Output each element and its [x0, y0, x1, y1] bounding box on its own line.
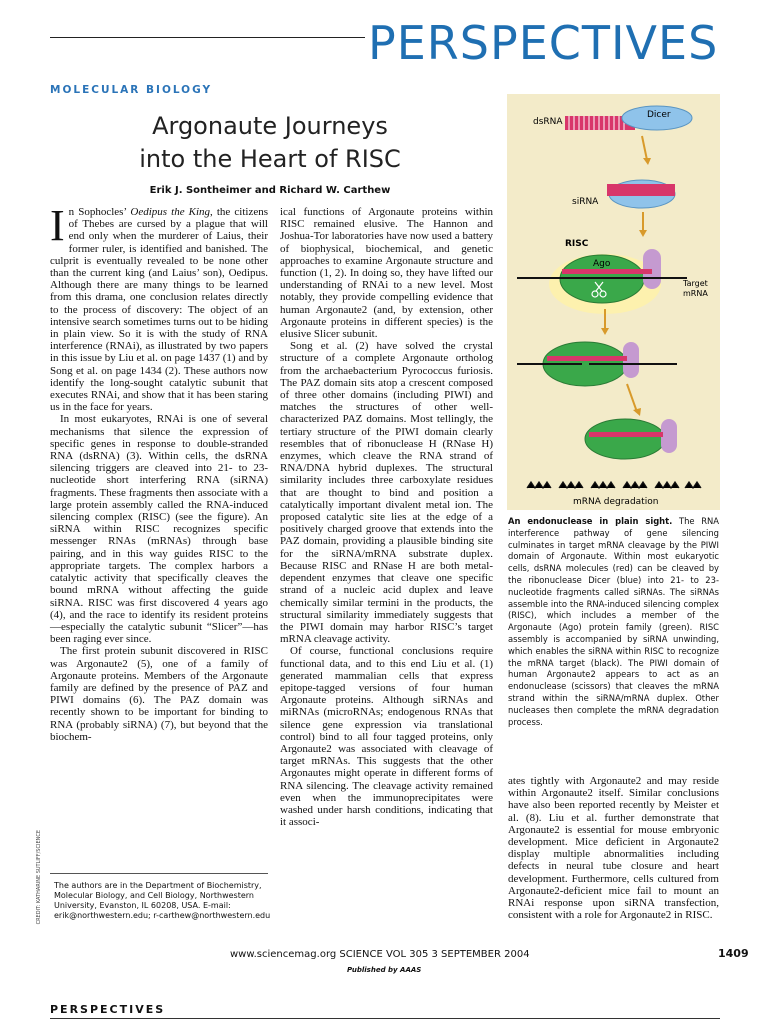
- text-run: n Sophocles’: [68, 206, 131, 218]
- footnote-rule: [50, 873, 268, 874]
- sirna-guide: [562, 269, 652, 274]
- paragraph: Song et al. (2) have solved the crystal structure of a complete Argonaute ortholog from the archaebacterium Pyrococcus furiosis. The PAZ domain sits atop a crescent composed of three other domains (including PIWI) and matches the structures of other well-characterized PAZ domains. Most tellingly, the tertiary structure of the PIWI domain clearly resembles that of ribonuclease H (RNase H) enzymes, which cleave the RNA strand of RNA/DNA hybrid duplexes. The structural similarity includes three carboxylate residues that are thought to bind and position a catalytically important divalent metal ion. The proposed catalytic site lies at the edge of a positively charged groove that extends into the PAZ domain, providing a plausible binding site for the siRNA/mRNA substrate duplex. Because RISC and RNase H are both metal-dependent enzymes that cleave one specific strand of a nucleic acid duplex and leave chemically similar termini in the products, the structural similarity immediately suggests that the PIWI domain may harbor RISC’s target mRNA cleavage activity.: [280, 340, 493, 646]
- sirna-guide: [547, 356, 627, 361]
- arrow-head: [633, 408, 641, 416]
- bottom-rule: [50, 1018, 720, 1019]
- title-line-1: Argonaute Journeys: [152, 112, 388, 140]
- author-affiliation-footnote: The authors are in the Department of Biochemistry, Molecular Biology, and Cell Biology, Northwestern University, Evanston, IL 60208, USA. E-mail: erik@northwestern.edu; r-carthew@northwestern.edu: [54, 881, 271, 920]
- play-title: Oedipus the King: [130, 206, 211, 218]
- next-page-section-label: PERSPECTIVES: [50, 1003, 166, 1016]
- arrow-head: [639, 230, 647, 237]
- figure-caption: [508, 516, 719, 728]
- target-label: Target: [683, 279, 708, 288]
- text-run: , the citizens of Thebes are cursed by a plague that will end only when the murderer of Laius, their former ruler, is identified and banished. The culprit is eventually revealed to be none other than the current king (and Laius’ son), Oedipus. Although there are many things to be learned from this drama, one conclusion relates directly to the process of discovery: The object of an intensive search sometimes turns out to be hiding in plain view. So it is with the study of RNA interference (RNAi), as illustrated by two papers in this issue by Liu et al. on page 1437 (1) and by Song et al. on page 1434 (2). These authors now identify the long-sought catalytic subunit that executes RNAi, and show that it has been staring us in the face for years.: [50, 206, 268, 414]
- rnai-pathway-diagram: [507, 94, 720, 510]
- text-column-1: [50, 201, 268, 743]
- section-label: MOLECULAR BIOLOGY: [50, 84, 213, 96]
- caption-title: An endonuclease in plain sight.: [508, 516, 673, 526]
- drop-cap: I: [50, 201, 65, 250]
- masthead-title: PERSPECTIVES: [368, 16, 719, 70]
- mrna-label: mRNA: [683, 289, 708, 298]
- sirna-guide: [589, 432, 663, 437]
- sirna-duplex: [607, 184, 675, 196]
- page-number: 1409: [718, 947, 749, 960]
- text-column-3: [508, 775, 719, 921]
- risc-label: RISC: [565, 239, 589, 249]
- ago-label: Ago: [593, 259, 611, 269]
- paragraph: Of course, functional conclusions require functional data, and to this end Liu et al. (1) generated mammalian cells that express epitope-tagged versions of four human Argonaute proteins. Although siRNAs and miRNAs (microRNAs; endogenous RNAs that silence gene expression via translational control) bind to all four tagged proteins, only Argonaute2 was associated with cleavage of target mRNAs. This suggests that the other Argonautes might operate in different forms of RNA silencing. The cleavage activity remained even when the immunoprecipitates were washed under harsh conditions, indicating that it associ-: [280, 645, 493, 829]
- paragraph: ates tightly with Argonaute2 and may reside within Argonaute2 itself. Similar conclusions have also been reported recently by Meister et al. (8). Liu et al. further demonstrate that Argonaute2 is essential for mouse embryonic development. Mice deficient in Argonaute2 display multiple abnormalities including defects in neural tube closure and heart development. Furthermore, cells cultured from Argonaute2-deficient mice fail to mount an RNAi response upon siRNA transfection, consistent with a role for Argonaute2 in RISC.: [508, 775, 719, 922]
- argonaute-protein: [585, 419, 665, 459]
- figure-panel: [507, 94, 720, 510]
- arrow-1: [642, 136, 647, 160]
- paragraph: [50, 201, 268, 414]
- article-title: [50, 110, 490, 176]
- arrow-head: [601, 328, 609, 335]
- article-authors: Erik J. Sontheimer and Richard W. Carthew: [149, 185, 391, 196]
- title-line-2: into the Heart of RISC: [139, 145, 401, 173]
- dsrna-label: dsRNA: [533, 117, 563, 127]
- image-credit: CREDIT: KATHARINE SUTLIFF/SCIENCE: [36, 830, 42, 925]
- top-rule: [50, 37, 365, 38]
- paragraph: In most eukaryotes, RNAi is one of several mechanisms that silence the expression of specific genes in response to double-stranded RNA (dsRNA) (3). Within cells, the dsRNA silencing triggers are cleaved into 21- to 23-nucleotide short interfering RNA (siRNA) fragments. These fragments then associate with a large protein assembly called the RNA-induced silencing complex (RISC) (see the figure). An siRNA within RISC recognizes specific messenger RNAs (mRNAs) through base pairing, and in this way guides RISC to the appropriate targets. The complex harbors a catalytic activity that specifically cleaves the bound mRNA without affecting the guide siRNA. RISC was first discovered 4 years ago (4), and the race to identify its resident proteins—especially the catalytic subunit “Slicer”—has been raging ever since.: [50, 413, 268, 646]
- sirna-label: siRNA: [572, 197, 599, 207]
- accessory-protein: [661, 419, 677, 453]
- caption-text: The RNA interference pathway of gene silencing culminates in target mRNA cleavage by the PIWI domain of Argonaute. Within most eukaryotic cells, dsRNA molecules (red) can be cleaved by the ribonuclease Dicer (blue) into 21- to 23-nucleotide fragments called siRNAs. The siRNAs assemble into the RNA-induced silencing complex (RISC), which includes a member of the Argonaute (Ago) protein family (green). RISC assembly is accompanied by siRNA unwinding, which enables the siRNA within RISC to recognize the mRNA target (black). The PIWI domain of human Argonaute2 appears to act as an endonuclease (scissors) that cleaves the mRNA strand within the siRNA/mRNA duplex. Other nucleases then complete the mRNA degradation process.: [508, 516, 720, 727]
- paragraph: ical functions of Argonaute proteins within RISC remained elusive. The Hannon and Joshua-Tor laboratories have now used a battery of biophysical, biochemical, and genetic approaches to examine Argonaute structure and function (1, 2). In doing so, they have lifted our understanding of RNAi to a new level. Most notably, they provide compelling evidence that human Argonaute2 (and, by extension, other Argonaute proteins in different species) is the elusive Slicer subunit.: [280, 206, 493, 341]
- publisher-line: Published by AAAS: [347, 966, 422, 974]
- degradation-label: mRNA degradation: [573, 497, 659, 507]
- text-column-2: [280, 206, 493, 828]
- degraded-mrna-fragments: [527, 482, 701, 488]
- journal-footer: www.sciencemag.org SCIENCE VOL 305 3 SEPTEMBER 2004: [230, 949, 530, 960]
- arrow-4: [627, 384, 637, 412]
- arrow-head: [643, 158, 651, 165]
- paragraph: The first protein subunit discovered in RISC was Argonaute2 (5), one of a family of Argonaute proteins. Members of the Argonaute family are defined by the presence of PAZ and PIWI domains (6). The PAZ domain was recently shown to be important for binding to RNA (probably siRNA) (7), but beyond that the biochem-: [50, 645, 268, 743]
- dicer-label: Dicer: [647, 110, 671, 120]
